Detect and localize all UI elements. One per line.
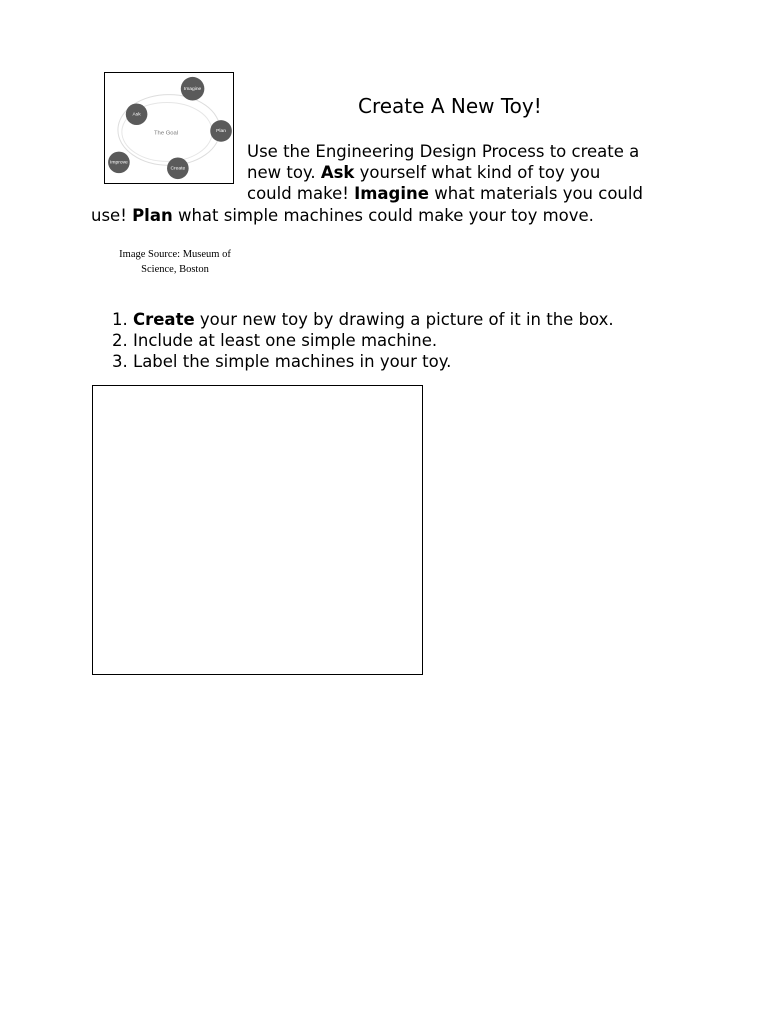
intro-text: yourself what kind of toy you	[354, 163, 601, 182]
image-source-line: Image Source: Museum of	[119, 249, 231, 260]
instruction-keyword: Create	[133, 310, 195, 329]
design-process-diagram	[104, 72, 234, 184]
instruction-item	[112, 330, 614, 351]
page-title: Create A New Toy!	[358, 94, 542, 118]
intro-text: what simple machines could make your toy move.	[172, 206, 594, 225]
instruction-number: 3.	[112, 352, 133, 371]
intro-text: what materials you could	[428, 184, 643, 203]
diagram-step-plan	[210, 120, 232, 142]
diagram-step-label: Improve	[110, 160, 128, 166]
diagram-step-ask	[126, 103, 148, 125]
intro-keyword-imagine: Imagine	[354, 184, 429, 203]
diagram-step-imagine	[181, 77, 205, 101]
image-source-caption	[104, 247, 246, 277]
instruction-item	[112, 351, 614, 372]
image-source-line: Science, Boston	[141, 264, 209, 275]
intro-text: could make!	[247, 184, 355, 203]
instruction-number: 2.	[112, 331, 133, 350]
design-process-cycle-graphic	[105, 73, 233, 183]
diagram-step-improve	[108, 152, 130, 174]
intro-keyword-ask: Ask	[320, 163, 355, 182]
intro-line-4	[91, 205, 594, 226]
diagram-step-create	[167, 157, 189, 179]
diagram-step-label: Imagine	[183, 87, 202, 93]
intro-line-1	[247, 141, 639, 162]
intro-text: new toy.	[247, 163, 321, 182]
instruction-text: your new toy by drawing a picture of it in the box.	[194, 310, 614, 329]
instruction-item	[112, 309, 614, 330]
intro-text: use!	[91, 206, 133, 225]
instructions-list	[112, 309, 614, 372]
instruction-text: Include at least one simple machine.	[133, 331, 438, 350]
diagram-step-label: Ask	[132, 112, 141, 118]
diagram-center-label: The Goal	[153, 130, 179, 137]
intro-line-2	[247, 162, 600, 183]
intro-text: Use the Engineering Design Process to create a	[247, 142, 640, 161]
diagram-step-label: Plan	[216, 129, 226, 135]
instruction-number: 1.	[112, 310, 133, 329]
intro-keyword-plan: Plan	[132, 206, 173, 225]
intro-line-3	[247, 183, 643, 204]
instruction-text: Label the simple machines in your toy.	[133, 352, 452, 371]
toy-drawing-box	[92, 385, 423, 675]
diagram-step-label: Create	[170, 166, 186, 172]
